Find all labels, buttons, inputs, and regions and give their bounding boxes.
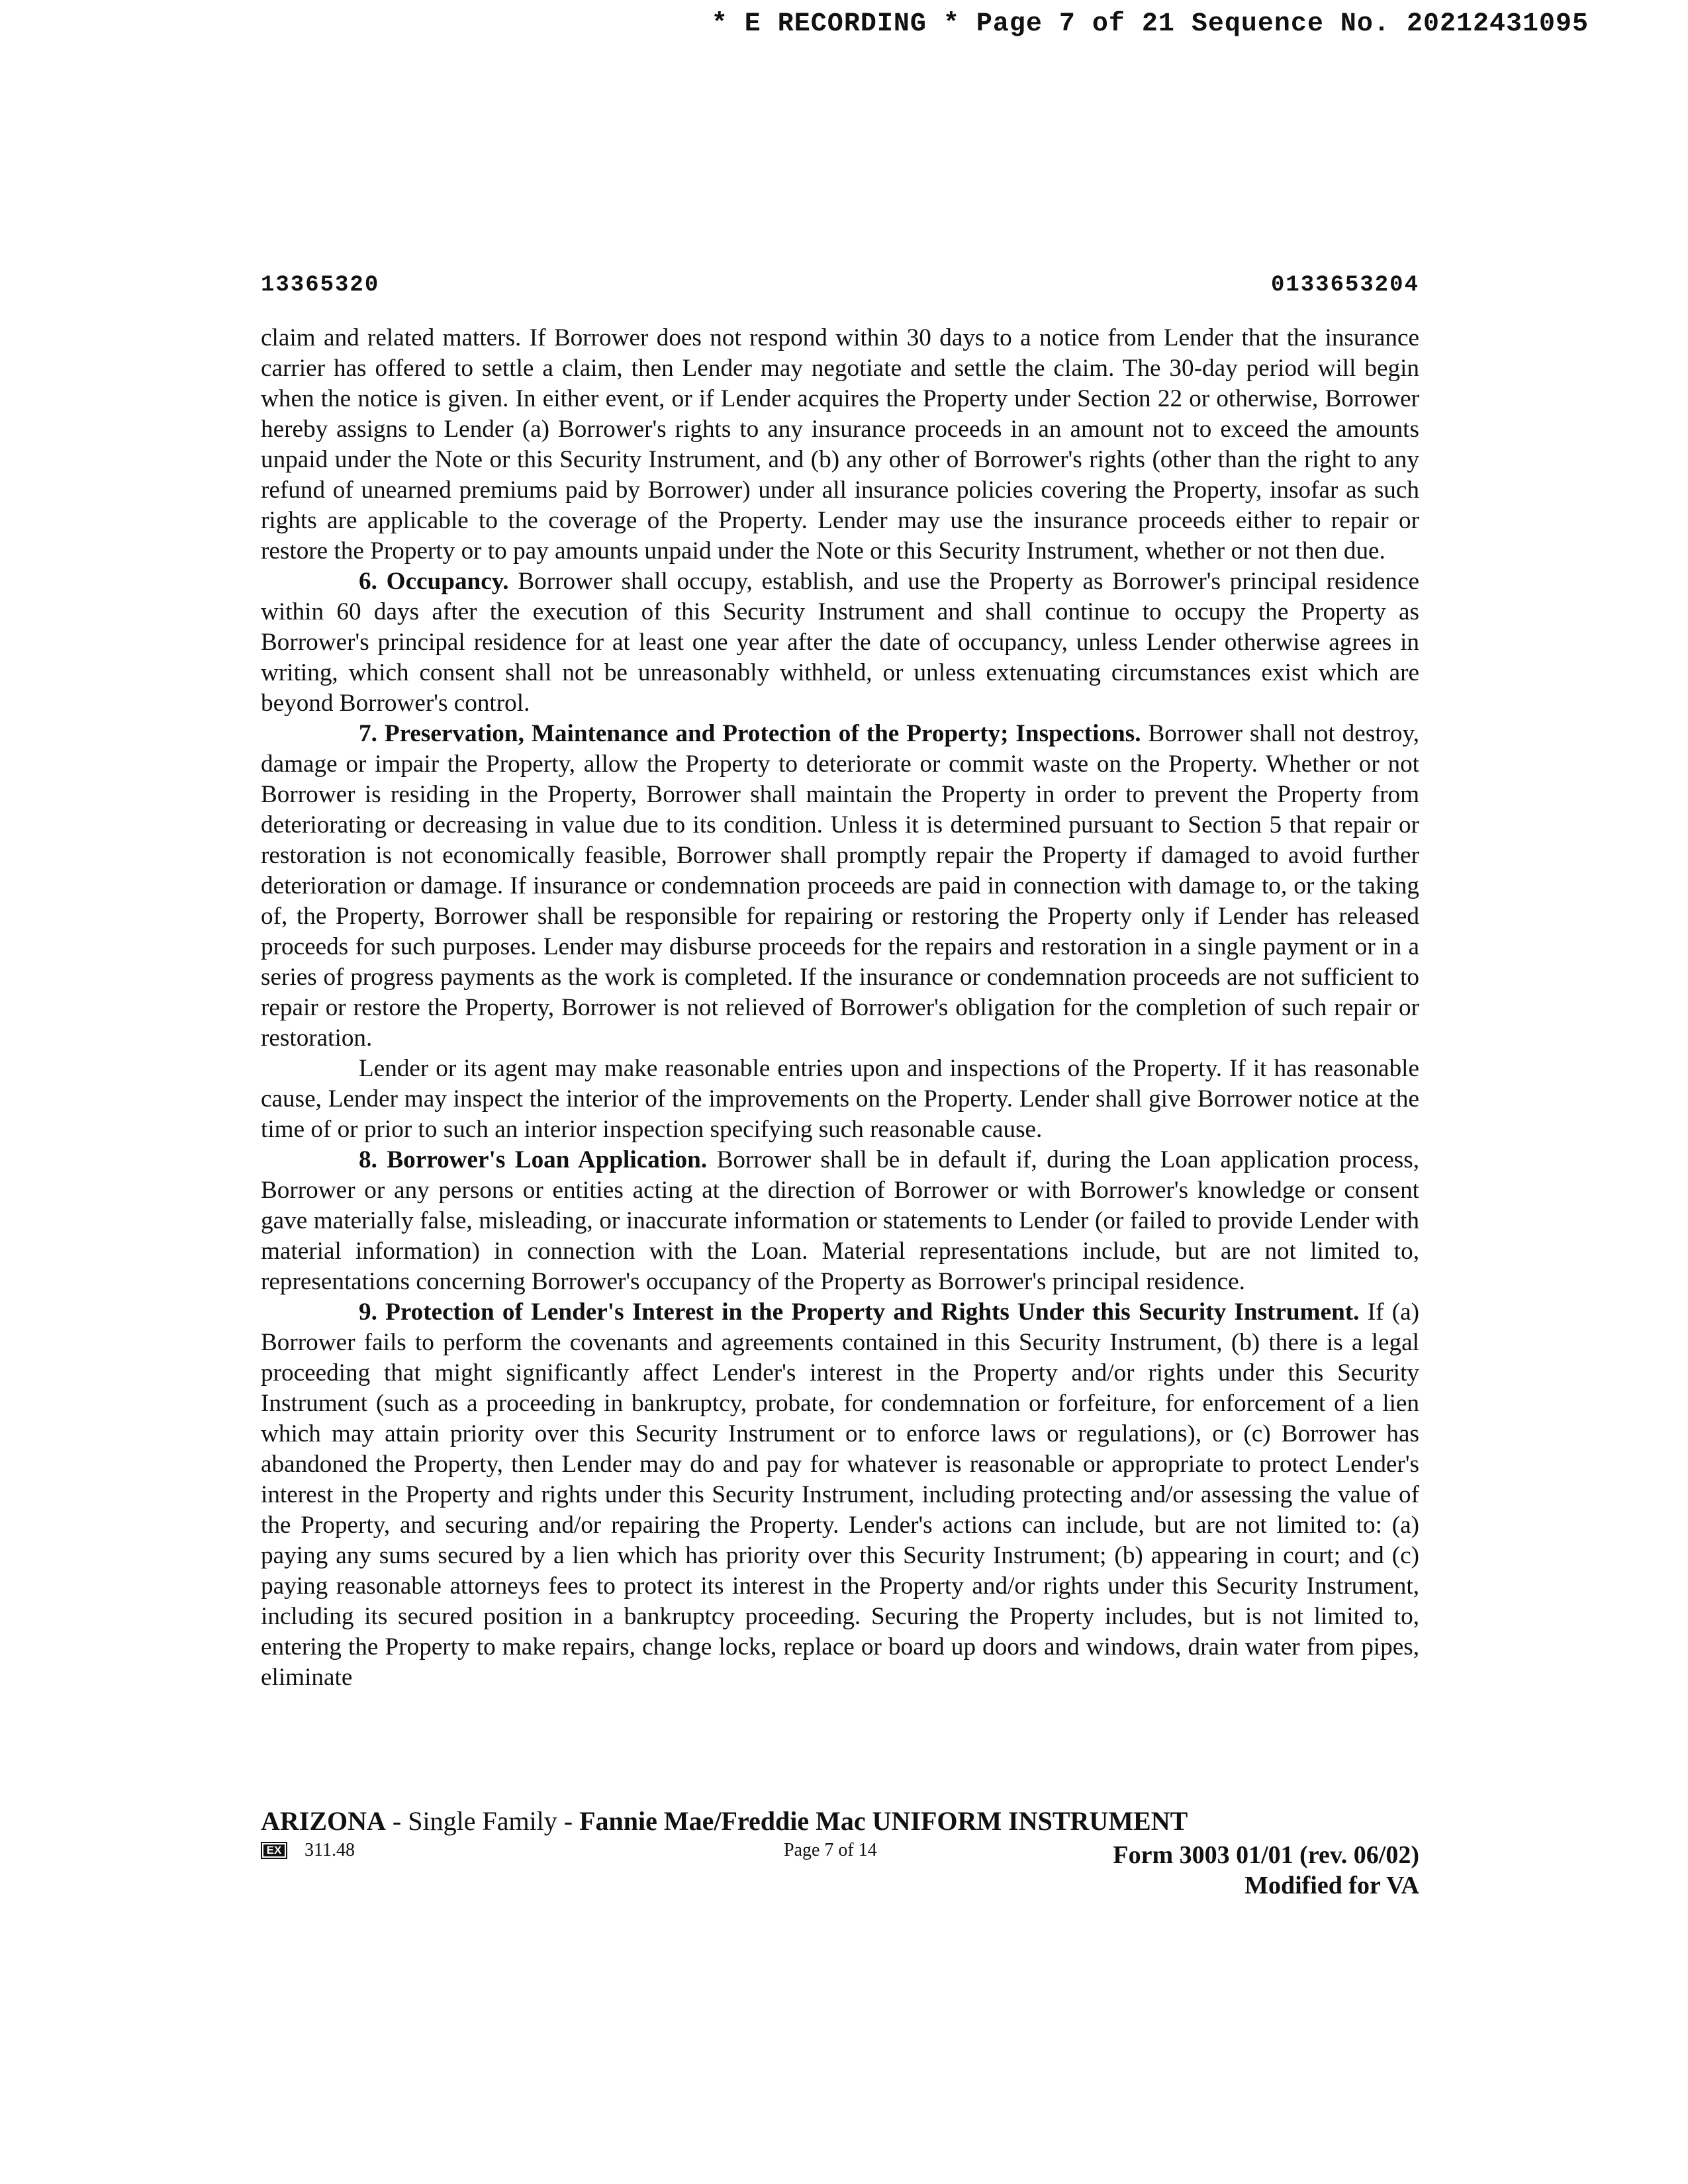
paragraph-text: claim and related matters. If Borrower does not respond within 30 days to a notice from Lender that the insurance carrier has offered to settle a claim, then Lender may negotiate and settle the claim. The 30-day period will begin when the notice is given. In either event, or if Lender acquires the Property under Section 22 or otherwise, Borrower hereby assigns to Lender (a) Borrower's rights to any insurance proceeds in an amount not to exceed the amounts unpaid under the Note or this Security Instrument, and (b) any other of Borrower's rights (other than the right to any refund of unearned premiums paid by Borrower) under all insurance policies covering the Property, insofar as such rights are applicable to the coverage of the Property. Lender may use the insurance proceeds either to repair or restore the Property or to pay amounts unpaid under the Note or this Security Instrument, whether or not then due.	[261, 324, 1419, 565]
section-8-loan-application	[261, 1145, 1419, 1297]
loan-number-left: 13365320	[261, 273, 380, 298]
paragraph-text: Borrower shall be in default if, during the Loan application process, Borrower or any persons or entities acting at the direction of Borrower or with Borrower's knowledge or consent gave materially false, misleading, or inaccurate information or statements to Lender (or failed to provide Lender with material information) in connection with the Loan. Material representations include, but are not limited to, representations concerning Borrower's occupancy of the Property as Borrower's principal residence.	[261, 1146, 1419, 1295]
loan-number-right: 0133653204	[1270, 273, 1419, 298]
form-number: Form 3003 01/01 (rev. 06/02)	[1113, 1841, 1419, 1869]
section-heading: 9. Protection of Lender's Interest in the Property and Rights Under this Security Instrument.	[359, 1298, 1360, 1326]
section-9-protection	[261, 1297, 1419, 1693]
footer-separator: - Single Family -	[385, 1806, 580, 1836]
section-7-inspections	[261, 1054, 1419, 1145]
ex-logo-icon: EX	[261, 1842, 287, 1859]
paragraph-text: Borrower shall not destroy, damage or impair the Property, allow the Property to deteriorate or commit waste on the Property. Whether or not Borrower is residing in the Property, Borrower shall maintain the Property in order to prevent the Property from deteriorating or decreasing in value due to its condition. Unless it is determined pursuant to Section 5 that repair or restoration is not economically feasible, Borrower shall promptly repair the Property if damaged to avoid further deterioration or damage. If insurance or condemnation proceeds are paid in connection with damage to, or the taking of, the Property, Borrower shall be responsible for repairing or restoring the Property only if Lender has released proceeds for such purposes. Lender may disburse proceeds for the repairs and restoration in a single payment or in a series of progress payments as the work is completed. If the insurance or condemnation proceeds are not sufficient to repair or restore the Property, Borrower is not relieved of Borrower's obligation for the completion of such repair or restoration.	[261, 720, 1419, 1052]
section-heading: 6. Occupancy.	[359, 568, 509, 595]
section-heading: 7. Preservation, Maintenance and Protection of the Property; Inspections.	[359, 720, 1141, 747]
modified-note: Modified for VA	[1244, 1872, 1419, 1899]
form-code-group	[261, 1840, 355, 1861]
section-heading: 8. Borrower's Loan Application.	[359, 1146, 708, 1173]
paragraph-text: If (a) Borrower fails to perform the covenants and agreements contained in this Security Instrument, (b) there is a legal proceeding that might significantly affect Lender's interest in the Property and/or rights under this Security Instrument (such as a proceeding in bankruptcy, probate, for condemnation or forfeiture, for enforcement of a lien which may attain priority over this Security Instrument or to enforce laws or regulations), or (c) Borrower has abandoned the Property, then Lender may do and pay for whatever is reasonable or appropriate to protect Lender's interest in the Property and rights under this Security Instrument, including protecting and/or assessing the value of the Property, and securing and/or repairing the Property. Lender's actions can include, but are not limited to: (a) paying any sums secured by a lien which has priority over this Security Instrument; (b) appearing in court; and (c) paying reasonable attorneys fees to protect its interest in the Property and/or rights under this Security Instrument, including its secured position in a bankruptcy proceeding. Securing the Property includes, but is not limited to, entering the Property to make repairs, change locks, replace or board up doors and windows, drain water from pipes, eliminate	[261, 1298, 1419, 1691]
footer-details	[261, 1840, 1419, 1899]
paragraph-claim-continuation	[261, 323, 1419, 567]
paragraph-text: Lender or its agent may make reasonable entries upon and inspections of the Property. If it has reasonable cause, Lender may inspect the interior of the improvements on the Property. Lender shall give Borrower notice at the time of or prior to such an interior inspection specifying such reasonable cause.	[261, 1055, 1419, 1143]
document-body	[261, 323, 1419, 1693]
form-code: 311.48	[305, 1840, 355, 1860]
footer-state: ARIZONA	[261, 1806, 386, 1836]
paragraph-text: Borrower shall occupy, establish, and use the Property as Borrower's principal residence within 60 days after the execution of this Security Instrument and shall continue to occupy the Property as Borrower's principal residence for at least one year after the date of occupancy, unless Lender otherwise agrees in writing, which consent shall not be unreasonably withheld, or unless extenuating circumstances exist which are beyond Borrower's control.	[261, 568, 1419, 717]
form-number-block	[1113, 1840, 1419, 1901]
recording-header: * E RECORDING * Page 7 of 21 Sequence No. 20212431095	[711, 9, 1589, 39]
section-7-preservation	[261, 719, 1419, 1054]
page-number: Page 7 of 14	[784, 1840, 877, 1860]
footer-instrument: Fannie Mae/Freddie Mac UNIFORM INSTRUMENT	[579, 1806, 1188, 1836]
section-6-occupancy	[261, 567, 1419, 719]
document-id-row	[261, 273, 1419, 298]
footer-instrument-title	[261, 1805, 1188, 1837]
